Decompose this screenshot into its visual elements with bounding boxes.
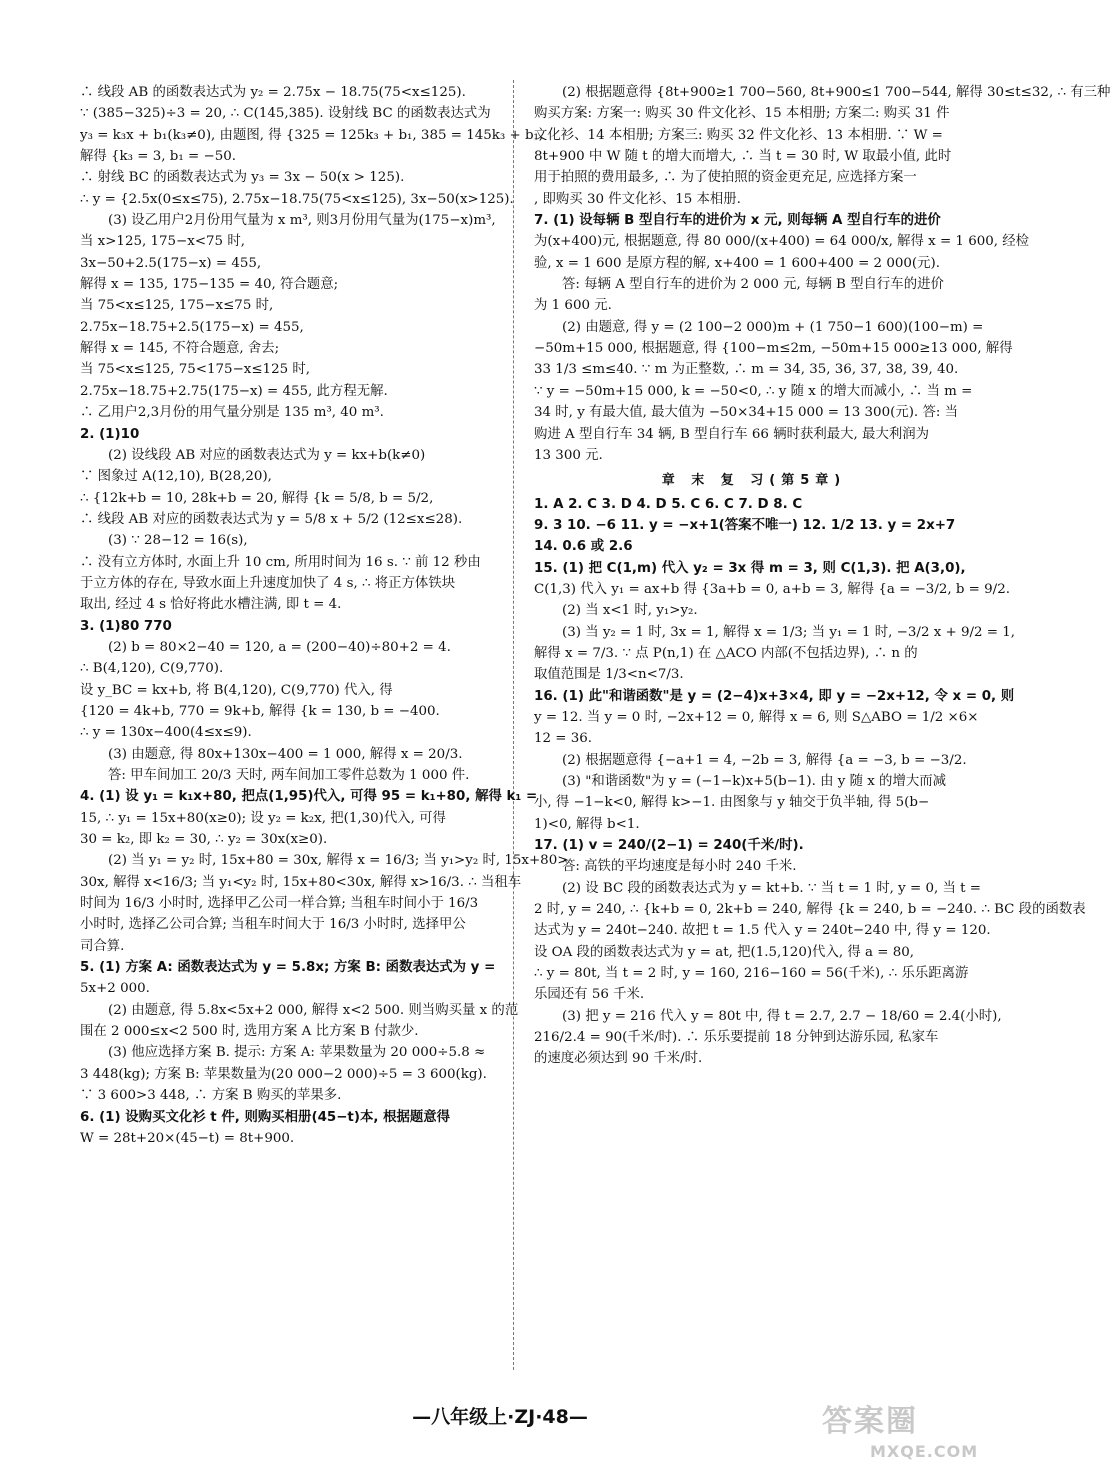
text-line: y₃ = k₃x + b₁(k₃≠0), 由题图, 得 {325 = 125k₃ + b₁, 385 = 145k₃ + b₁, [80, 127, 544, 143]
text-line: 7. (1) 设每辆 B 型自行车的进价为 x 元, 则每辆 A 型自行车的进价 [534, 213, 941, 229]
text-line: 解得 x = 135, 175−135 = 40, 符合题意; [80, 277, 339, 293]
text-line: (3) "和谐函数"为 y = (−1−k)x+5(b−1). 由 y 随 x 的增大而减 [562, 774, 947, 789]
text-line: 当 75<x≤125, 175−x≤75 时, [80, 298, 274, 314]
text-line: 30x, 解得 x<16/3; 当 y₁<y₂ 时, 15x+80<30x, 解得 x>16/3. ∴ 当租车 [80, 874, 522, 890]
text-line: (3) ∵ 28−12 = 16(s), [108, 533, 248, 549]
text-line: 2.75x−18.75+2.75(175−x) = 455, 此方程无解. [80, 383, 388, 399]
text-line: 于立方体的存在, 导致水面上升速度加快了 4 s, ∴ 将正方体铁块 [80, 575, 456, 591]
text-line: 3x−50+2.5(175−x) = 455, [80, 255, 262, 271]
text-line: 取出, 经过 4 s 恰好将此水槽注满, 即 t = 4. [80, 597, 342, 613]
text-line: 15. (1) 把 C(1,m) 代入 y₂ = 3x 得 m = 3, 则 C(1,3). 把 A(3,0), [534, 560, 966, 576]
text-line: 解得 {k₃ = 3, b₁ = −50. [80, 149, 236, 165]
text-line: (2) 当 y₁ = y₂ 时, 15x+80 = 30x, 解得 x = 16/3; 当 y₁>y₂ 时, 15x+80> [108, 853, 569, 869]
text-line: 13 300 元. [534, 447, 603, 463]
text-line: 当 x>125, 175−x<75 时, [80, 234, 245, 250]
text-line: (3) 设乙用户2月份用气量为 x m³, 则3月份用气量为(175−x)m³, [108, 213, 496, 229]
text-line: 的速度必须达到 90 千米/时. [534, 1051, 703, 1067]
text-line: 司合算. [80, 938, 125, 954]
watermark-logo [822, 1396, 982, 1464]
text-line: 9. 3 10. −6 11. y = −x+1(答案不唯一) 12. 1/2 13. y = 2x+7 [534, 517, 956, 533]
text-line: 时间为 16/3 小时时, 选择甲乙公司一样合算; 当租车时间小于 16/3 [80, 896, 479, 912]
text-line: 小时时, 选择乙公司合算; 当租车时间大于 16/3 小时时, 选择甲公 [80, 917, 466, 933]
page-footer: —八年级上·ZJ·48— [412, 1406, 588, 1428]
text-line: 33 1/3 ≤m≤40. ∵ m 为正整数, ∴ m = 34, 35, 36, 37, 38, 39, 40. [534, 362, 959, 378]
text-line: 16. (1) 此"和谐函数"是 y = (2−4)x+3×4, 即 y = −2x+12, 令 x = 0, 则 [534, 688, 1015, 704]
text-line: 解得 x = 7/3. ∵ 点 P(n,1) 在 △ACO 内部(不包括边界), ∴ n 的 [534, 645, 918, 661]
text-line: , 即购买 30 件文化衫、15 本相册. [534, 191, 741, 207]
text-line: −50m+15 000, 根据题意, 得 {100−m≤2m, −50m+15 000≥13 000, 解得 [534, 341, 1013, 357]
text-line: 30 = k₂, 即 k₂ = 30, ∴ y₂ = 30x(x≥0). [80, 832, 328, 848]
text-line: (2) 当 x<1 时, y₁>y₂. [562, 603, 698, 619]
text-line: ∴ 线段 AB 对应的函数表达式为 y = 5/8 x + 5/2 (12≤x≤28). [80, 511, 463, 527]
text-line: (2) b = 80×2−40 = 120, a = (200−40)÷80+2 = 4. [108, 639, 451, 655]
text-line: 答: 高铁的平均速度是每小时 240 千米. [562, 859, 797, 875]
text-line: (3) 由题意, 得 80x+130x−400 = 1 000, 解得 x = 20/3. [108, 746, 463, 762]
text-line: ∵ 图象过 A(12,10), B(28,20), [80, 469, 272, 485]
text-line: (3) 当 y₂ = 1 时, 3x = 1, 解得 x = 1/3; 当 y₁ = 1 时, −3/2 x + 9/2 = 1, [562, 624, 1016, 640]
text-line: 当 75<x≤125, 75<175−x≤125 时, [80, 362, 311, 378]
text-line: ∴ {12k+b = 10, 28k+b = 20, 解得 {k = 5/8, b = 5/2, [80, 490, 434, 506]
text-line: 设 OA 段的函数表达式为 y = at, 把(1.5,120)代入, 得 a = 80, [534, 944, 915, 960]
text-line: 3 448(kg); 方案 B: 苹果数量为(20 000−2 000)÷5 = 3 600(kg). [80, 1066, 487, 1082]
text-line: 达式为 y = 240t−240. 故把 t = 1.5 代入 y = 240t−240 中, 得 y = 120. [534, 923, 991, 939]
text-line: ∵ y = −50m+15 000, k = −50<0, ∴ y 随 x 的增大而减小, ∴ 当 m = [534, 383, 973, 399]
text-line: ∴ y = 80t, 当 t = 2 时, y = 160, 216−160 = 56(千米), ∴ 乐乐距离游 [534, 966, 969, 982]
text-line: 5x+2 000. [80, 981, 150, 997]
text-line: C(1,3) 代入 y₁ = ax+b 得 {3a+b = 0, a+b = 3, 解得 {a = −3/2, b = 9/2. [534, 581, 1010, 597]
text-line: (3) 他应选择方案 B. 提示: 方案 A: 苹果数量为 20 000÷5.8 ≈ [108, 1045, 486, 1061]
text-line: W = 28t+20×(45−t) = 8t+900. [80, 1130, 295, 1146]
text-line: {120 = 4k+b, 770 = 9k+b, 解得 {k = 130, b = −400. [80, 703, 440, 719]
text-line: 17. (1) v = 240/(2−1) = 240(千米/时). [534, 838, 804, 854]
text-line: 15, ∴ y₁ = 15x+80(x≥0); 设 y₂ = k₂x, 把(1,30)代入, 可得 [80, 810, 446, 826]
text-line: 34 时, y 有最大值, 最大值为 −50×34+15 000 = 13 300(元). 答: 当 [534, 405, 958, 421]
text-line: (2) 根据题意得 {−a+1 = 4, −2b = 3, 解得 {a = −3, b = −3/2. [562, 752, 967, 768]
text-line: 8t+900 中 W 随 t 的增大而增大, ∴ 当 t = 30 时, W 取最小值, 此时 [534, 149, 952, 165]
text-line: ∴ 乙用户2,3月份的用气量分别是 135 m³, 40 m³. [80, 405, 384, 421]
text-line: ∵ 3 600>3 448, ∴ 方案 B 购买的苹果多. [80, 1088, 342, 1104]
text-line: 用于拍照的费用最多, ∴ 为了使拍照的资金更充足, 应选择方案一 [534, 170, 917, 186]
watermark-text: 答案圈 [822, 1404, 918, 1439]
text-line: 为(x+400)元, 根据题意, 得 80 000/(x+400) = 64 000/x, 解得 x = 1 600, 经检 [534, 234, 1030, 250]
text-line: ∴ y = {2.5x(0≤x≤75), 2.75x−18.75(75<x≤125), 3x−50(x>125). [80, 191, 514, 207]
text-line: (2) 由题意, 得 5.8x<5x+2 000, 解得 x<2 500. 则当购买量 x 的范 [108, 1002, 519, 1018]
text-line: (2) 设线段 AB 对应的函数表达式为 y = kx+b(k≠0) [108, 447, 426, 463]
text-line: 围在 2 000≤x<2 500 时, 选用方案 A 比方案 B 付款少. [80, 1024, 419, 1040]
text-line: 验, x = 1 600 是原方程的解, x+400 = 1 600+400 = 2 000(元). [534, 255, 940, 271]
text-line: 3. (1)80 770 [80, 618, 172, 634]
text-line: 5. (1) 方案 A: 函数表达式为 y = 5.8x; 方案 B: 函数表达式为 y = [80, 960, 496, 976]
text-line: (2) 设 BC 段的函数表达式为 y = kt+b. ∵ 当 t = 1 时, y = 0, 当 t = [562, 880, 981, 896]
text-line: (2) 由题意, 得 y = (2 100−2 000)m + (1 750−1 600)(100−m) = [562, 319, 984, 335]
text-line: y = 12. 当 y = 0 时, −2x+12 = 0, 解得 x = 6, 则 S△ABO = 1/2 ×6× [534, 709, 979, 725]
watermark-url: MXQE.COM [870, 1442, 979, 1461]
text-line: 解得 x = 145, 不符合题意, 舍去; [80, 341, 280, 357]
text-line: 216/2.4 = 90(千米/时). ∴ 乐乐要提前 18 分钟到达游乐园, 私家车 [534, 1030, 939, 1046]
text-line: 答: 甲车间加工 20/3 天时, 两车间加工零件总数为 1 000 件. [108, 768, 470, 783]
text-line: ∴ 没有立方体时, 水面上升 10 cm, 所用时间为 16 s. ∵ 前 12 秒由 [80, 554, 481, 570]
text-line: 12 = 36. [534, 731, 593, 747]
text-line: 文化衫、14 本相册; 方案三: 购买 32 件文化衫、13 本相册. ∵ W = [534, 127, 943, 143]
text-line: ∴ 射线 BC 的函数表达式为 y₃ = 3x − 50(x > 125). [80, 170, 405, 186]
text-line: 1)<0, 解得 b<1. [534, 816, 640, 832]
text-line: 取值范围是 1/3<n<7/3. [534, 667, 684, 683]
text-line: 设 y_BC = kx+b, 将 B(4,120), C(9,770) 代入, 得 [80, 682, 393, 698]
text-line: 为 1 600 元. [534, 298, 612, 314]
text-line: 6. (1) 设购买文化衫 t 件, 则购买相册(45−t)本, 根据题意得 [80, 1109, 451, 1125]
text-line: 购进 A 型自行车 34 辆, B 型自行车 66 辆时获利最大, 最大利润为 [534, 426, 930, 442]
text-line: ∴ 线段 AB 的函数表达式为 y₂ = 2.75x − 18.75(75<x≤125). [80, 85, 466, 100]
text-line: ∴ y = 130x−400(4≤x≤9). [80, 725, 252, 741]
text-line: 4. (1) 设 y₁ = k₁x+80, 把点(1,95)代入, 可得 95 = k₁+80, 解得 k₁ = [80, 789, 538, 805]
text-line: 2. (1)10 [80, 426, 140, 442]
text-line: 乐园还有 56 千米. [534, 987, 645, 1003]
text-line: ∵ (385−325)÷3 = 20, ∴ C(145,385). 设射线 BC 的函数表达式为 [80, 106, 491, 122]
text-line: 小, 得 −1−k<0, 解得 k>−1. 由图象与 y 轴交于负半轴, 得 5(b− [534, 795, 930, 811]
text-line: 购买方案: 方案一: 购买 30 件文化衫、15 本相册; 方案二: 购买 31 件 [534, 106, 950, 122]
text-line: 章 末 复 习(第5章) [661, 473, 847, 489]
text-line: 2 时, y = 240, ∴ {k+b = 0, 2k+b = 240, 解得 {k = 240, b = −240. ∴ BC 段的函数表 [534, 902, 1086, 918]
text-line: 答: 每辆 A 型自行车的进价为 2 000 元, 每辆 B 型自行车的进价 [562, 277, 944, 293]
text-line: (2) 根据题意得 {8t+900≥1 700−560, 8t+900≤1 700−544, 解得 30≤t≤32, ∴ 有三种 [562, 85, 1110, 100]
right-column [534, 82, 1110, 1070]
text-line: 2.75x−18.75+2.5(175−x) = 455, [80, 319, 304, 335]
text-line: 14. 0.6 或 2.6 [534, 539, 633, 555]
text-line: 1. A 2. C 3. D 4. D 5. C 6. C 7. D 8. C [534, 496, 803, 512]
text-line: ∴ B(4,120), C(9,770). [80, 661, 224, 677]
text-line: (3) 把 y = 216 代入 y = 80t 中, 得 t = 2.7, 2.7 − 18/60 = 2.4(小时), [562, 1008, 1002, 1024]
